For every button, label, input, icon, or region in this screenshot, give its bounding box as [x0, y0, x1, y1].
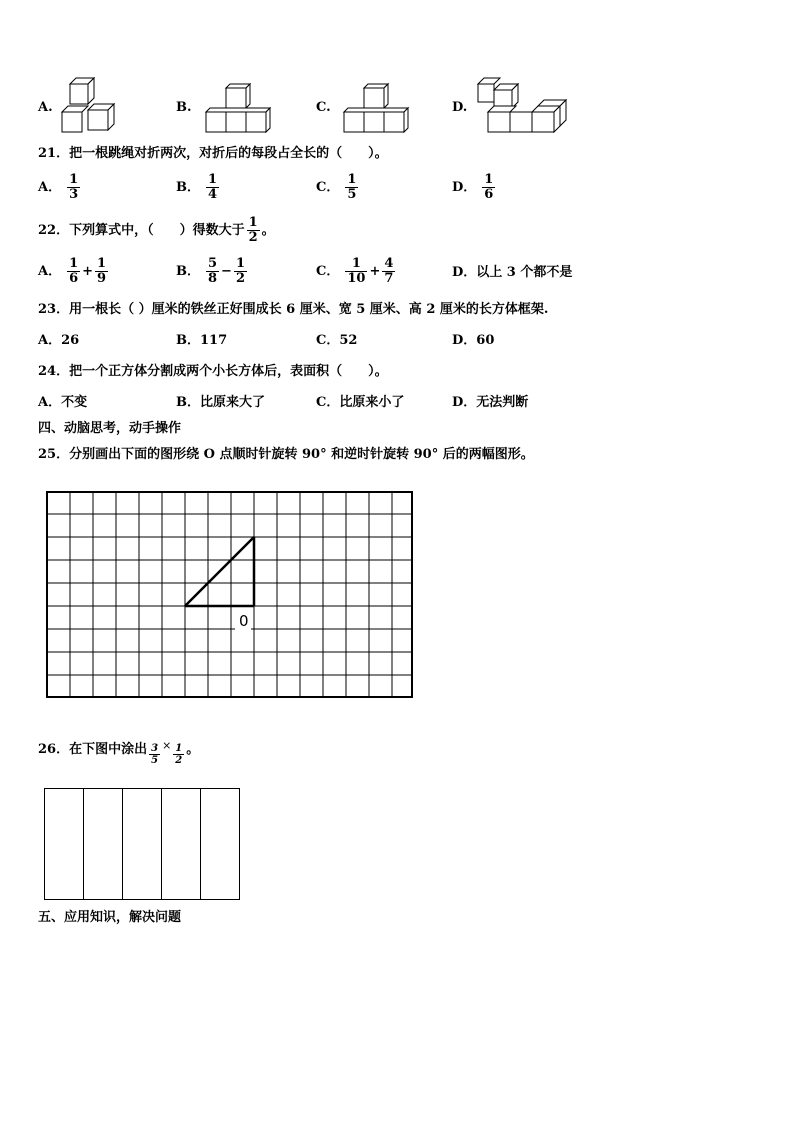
q20-option-c-cubes [342, 82, 414, 136]
q24-option-a[interactable]: A．不变 [38, 395, 88, 410]
q26-rectangle[interactable] [44, 788, 240, 900]
q20-options [0, 70, 794, 140]
fraction: $\frac{1}{4}$ [208, 172, 218, 202]
fraction: $\frac{1}{2}$ [248, 215, 258, 245]
fraction: $\frac{1}{2}$ [235, 256, 245, 286]
q22-option-c[interactable]: C． $\frac{1}{10}$ + $\frac{4}{7}$ [316, 256, 394, 286]
q24-option-c[interactable]: C．比原来小了 [316, 395, 405, 410]
q25-question: 25．分别画出下面的图形绕 O 点顺时针旋转 90° 和逆时针旋转 90° 后的两幅图形。 [38, 447, 534, 462]
fraction: $\frac{4}{7}$ [384, 256, 394, 286]
q20-option-c-label: C. [316, 100, 331, 115]
q22-option-a[interactable]: A． $\frac{1}{6}$ + $\frac{1}{9}$ [38, 256, 107, 286]
q21-option-c[interactable]: C． $\frac{1}{5}$ [316, 172, 357, 202]
section-heading-5: 五、应用知识，解决问题 [38, 910, 182, 925]
q20-option-b-cubes [204, 82, 274, 136]
q23-option-b[interactable]: B．117 [176, 333, 228, 348]
triangle-shape [185, 537, 254, 606]
fraction: $\frac{1}{6}$ [69, 256, 79, 286]
q24-option-d[interactable]: D．无法判断 [452, 395, 529, 410]
q23-question: 23．用一根长（ ）厘米的铁丝正好围成长 6 厘米、宽 5 厘米、高 2 厘米的长方体框架. [38, 302, 549, 317]
fraction: $\frac{5}{8}$ [208, 256, 218, 286]
q24-option-b[interactable]: B．比原来大了 [176, 395, 265, 410]
q20-option-a-label: A. [38, 100, 53, 115]
q20-option-b-label: B. [176, 100, 192, 115]
fraction: $\frac{3}{5}$ [151, 743, 159, 766]
q22-option-b[interactable]: B． $\frac{5}{8}$ − $\frac{1}{2}$ [176, 256, 245, 286]
q24-question: 24．把一个正方体分割成两个小长方体后，表面积（ ）。 [38, 364, 388, 379]
q21-question: 21．把一根跳绳对折两次，对折后的每段占全长的（ ）。 [38, 146, 388, 161]
q20-option-d-cubes [474, 76, 570, 138]
point-o-label: 0 [239, 612, 249, 630]
fraction: $\frac{1}{9}$ [97, 256, 107, 286]
q22-option-d[interactable]: D．以上 3 个都不是 [452, 265, 573, 280]
q20-option-d-label: D. [452, 100, 468, 115]
fraction: $\frac{1}{5}$ [347, 172, 357, 202]
q23-option-c[interactable]: C．52 [316, 333, 358, 348]
fraction: $\frac{1}{3}$ [69, 172, 79, 202]
q20-option-a-cubes [60, 76, 120, 136]
q23-option-d[interactable]: D．60 [452, 333, 495, 348]
q21-option-b[interactable]: B． $\frac{1}{4}$ [176, 172, 218, 202]
grid-svg [46, 491, 414, 699]
q21-option-d[interactable]: D． $\frac{1}{6}$ [452, 172, 494, 202]
section-heading-4: 四、动脑思考，动手操作 [38, 421, 182, 436]
q23-option-a[interactable]: A．26 [38, 333, 80, 348]
q26-question: 26．在下图中涂出 $\frac{3}{5}$ × $\frac{1}{2}$ 。 [38, 739, 200, 766]
fraction: $\frac{1}{10}$ [347, 256, 366, 286]
q21-option-a[interactable]: A． $\frac{1}{3}$ [38, 172, 79, 202]
q25-grid [46, 491, 414, 699]
fraction: $\frac{1}{2}$ [175, 743, 183, 766]
q22-question: 22．下列算式中，（ ）得数大于 $\frac{1}{2}$ 。 [38, 215, 275, 245]
fraction: $\frac{1}{6}$ [484, 172, 494, 202]
